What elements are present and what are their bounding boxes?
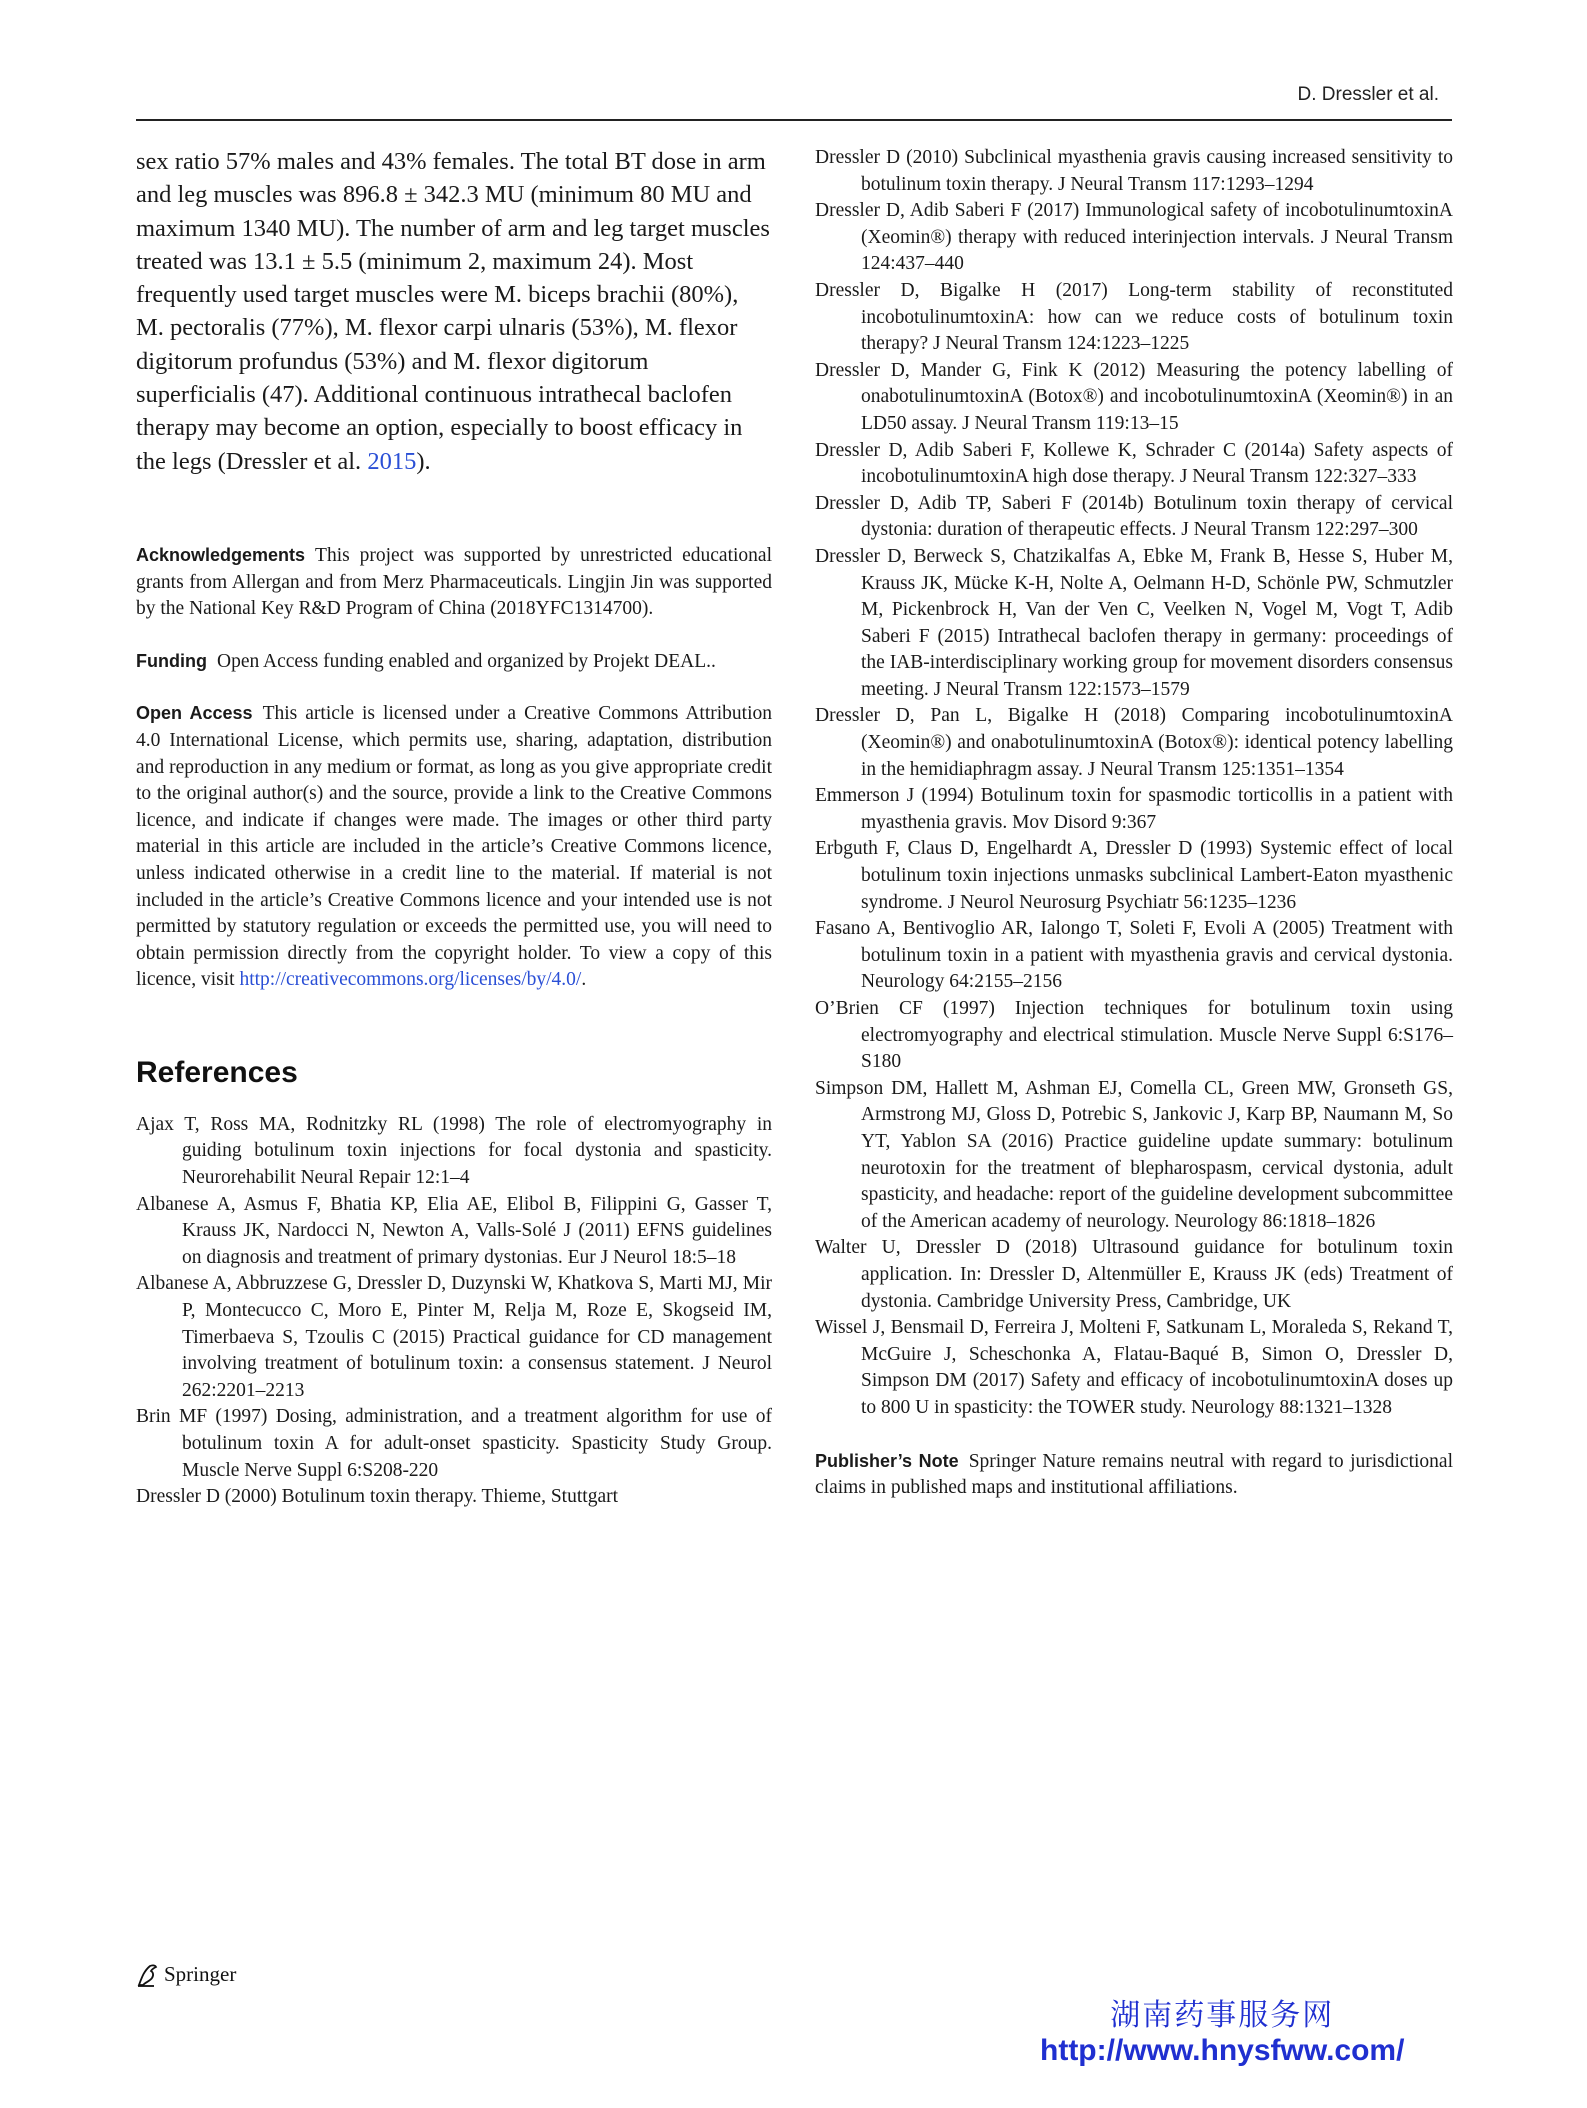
reference-item: Albanese A, Abbruzzese G, Dressler D, Duzynski W, Khatkova S, Marti MJ, Mir P, Montecucco C, Moro E, Pinter M, Relja M, Roze E, Skogseid IM, Timerbaeva S, Tzoulis C (2015) Practical guidance for CD management involving treatment of botulinum toxin: a consensus statement. J Neurol 262:2201–2213	[136, 1273, 772, 1401]
body-paragraph-end: ).	[416, 447, 431, 475]
publishers-note-text: Springer Nature remains neutral with regard to jurisdictional claims in published maps and institutional affiliations.	[815, 1450, 1453, 1499]
publishers-note-section	[815, 1448, 1453, 1502]
open-access-end: .	[581, 969, 587, 991]
reference-item: Dressler D, Mander G, Fink K (2012) Measuring the potency labelling of onabotulinumtoxinA (Botox®) and incobotulinumtoxinA (Xeomin®) in an LD50 assay. J Neural Transm 119:13–15	[815, 359, 1453, 434]
citation-link-2015[interactable]: 2015	[367, 447, 417, 475]
funding-text: Open Access funding enabled and organized by Projekt DEAL..	[216, 650, 716, 672]
springer-horse-icon	[136, 1963, 158, 1987]
open-access-section	[136, 700, 772, 994]
reference-item: O’Brien CF (1997) Injection techniques for botulinum toxin using electromyography and electrical stimulation. Muscle Nerve Suppl 6:S176–S180	[815, 998, 1453, 1073]
reference-item: Dressler D, Berweck S, Chatzikalfas A, Ebke M, Frank B, Hesse S, Huber M, Krauss JK, Mücke K-H, Nolte A, Oelmann H-D, Schönle PW, Schmutzler M, Pickenbrock H, Van der Ven C, Veelken N, Vogel M, Vogt T, Adib Saberi F (2015) Intrathecal baclofen therapy in germany: proceedings of the IAB-interdisciplinary working group for movement disorders consensus meeting. J Neural Transm 122:1573–1579	[815, 545, 1453, 700]
reference-item: Dressler D (2010) Subclinical myasthenia gravis causing increased sensitivity to botulinum toxin therapy. J Neural Transm 117:1293–1294	[815, 147, 1453, 195]
body-paragraph-text: sex ratio 57% males and 43% females. The total BT dose in arm and leg muscles was 896.8 ± 342.3 MU (minimum 80 MU and maximum 1340 MU). The number of arm and leg target muscles treated was 13.1 ± 5.5 (minimum 2, maximum 24). Most frequently used target muscles were M. biceps brachii (80%), M. pectoralis (77%), M. flexor carpi ulnaris (53%), M. flexor digitorum profundus (53%) and M. flexor digitorum superficialis (47). Additional continuous intrathecal baclofen therapy may become an option, especially to boost efficacy in the legs (Dressler et al.	[136, 148, 770, 475]
running-head: D. Dressler et al.	[1297, 84, 1439, 105]
reference-item: Wissel J, Bensmail D, Ferreira J, Molteni F, Satkunam L, Moraleda S, Rekand T, McGuire J, Scheschonka A, Flatau-Baqué B, Simon O, Dressler D, Simpson DM (2017) Safety and efficacy of incobotulinumtoxinA doses up to 800 U in spasticity: the TOWER study. Neurology 88:1321–1328	[815, 1317, 1453, 1418]
springer-wordmark: Springer	[164, 1962, 237, 1986]
body-paragraph	[136, 145, 772, 478]
watermark-url[interactable]: http://www.hnysfww.com/	[1040, 2034, 1405, 2067]
reference-item: Dressler D (2000) Botulinum toxin therapy. Thieme, Stuttgart	[136, 1486, 619, 1508]
header-rule	[136, 119, 1452, 121]
acknowledgements-text: This project was supported by unrestricted educational grants from Allergan and from Merz Pharmaceuticals. Lingjin Jin was supported by the National Key R&D Program of China (2018YFC1314700).	[136, 544, 772, 620]
reference-item: Erbguth F, Claus D, Engelhardt A, Dressler D (1993) Systemic effect of local botulinum toxin injections unmasks subclinical Lambert-Eaton myasthenic syndrome. J Neurol Neurosurg Psychiatr 56:1235–1236	[815, 838, 1453, 913]
reference-item: Fasano A, Bentivoglio AR, Ialongo T, Soleti F, Evoli A (2005) Treatment with botulinum toxin in a patient with myasthenia gravis and cervical dystonia. Neurology 64:2155–2156	[815, 918, 1453, 993]
license-link[interactable]: http://creativecommons.org/licenses/by/4.0/	[239, 969, 582, 991]
reference-item: Walter U, Dressler D (2018) Ultrasound guidance for botulinum toxin application. In: Dressler D, Altenmüller E, Krauss JK (eds) Treatment of dystonia. Cambridge University Press, Cambridge, UK	[815, 1237, 1453, 1312]
watermark	[1040, 1990, 1404, 2068]
references-list-right	[815, 145, 1453, 1422]
acknowledgements-label: Acknowledgements	[136, 544, 306, 565]
reference-item: Dressler D, Adib Saberi F (2017) Immunological safety of incobotulinumtoxinA (Xeomin®) therapy with reduced interinjection intervals. J Neural Transm 124:437–440	[815, 200, 1453, 275]
references-heading: References	[136, 1055, 298, 1089]
reference-item: Ajax T, Ross MA, Rodnitzky RL (1998) The role of electromyography in guiding botulinum toxin injections for focal dystonia and spasticity. Neurorehabilit Neural Repair 12:1–4	[136, 1113, 772, 1189]
open-access-label: Open Access	[136, 703, 253, 724]
reference-item: Dressler D, Bigalke H (2017) Long-term stability of reconstituted incobotulinumtoxinA: how can we reduce costs of botulinum toxin therapy? J Neural Transm 124:1223–1225	[815, 279, 1453, 355]
springer-logo	[136, 1962, 236, 1987]
right-column	[815, 145, 1453, 1502]
open-access-text: This article is licensed under a Creative Commons Attribution 4.0 International License, which permits use, sharing, adaptation, distribution and reproduction in any medium or format, as long as you give appropriate credit to the original author(s) and the source, provide a link to the Creative Commons licence, and indicate if changes were made. The images or other third party material in this article are included in the article’s Creative Commons licence, unless indicated otherwise in a credit line to the material. If material is not included in the article’s Creative Commons licence and your intended use is not permitted by statutory regulation or exceeds the permitted use, you will need to obtain permission directly from the copyright holder. To view a copy of this licence, visit	[136, 703, 773, 991]
reference-item: Simpson DM, Hallett M, Ashman EJ, Comella CL, Green MW, Gronseth GS, Armstrong MJ, Gloss D, Potrebic S, Jankovic J, Karp BP, Naumann M, So YT, Yablon SA (2016) Practice guideline update summary: botulinum neurotoxin for the treatment of blepharospasm, cervical dystonia, adult spasticity, and headache: report of the guideline development subcommittee of the American academy of neurology. Neurology 86:1818–1826	[815, 1077, 1453, 1232]
reference-item: Dressler D, Pan L, Bigalke H (2018) Comparing incobotulinumtoxinA (Xeomin®) and onabotulinumtoxinA (Botox®): identical potency labelling in the hemidiaphragm assay. J Neural Transm 125:1351–1354	[815, 705, 1453, 780]
funding-label: Funding	[136, 650, 207, 671]
watermark-chinese: 湖南药事服务网	[1110, 1999, 1335, 2032]
reference-item: Dressler D, Adib TP, Saberi F (2014b) Botulinum toxin therapy of cervical dystonia: duration of therapeutic effects. J Neural Transm 122:297–300	[815, 492, 1453, 541]
reference-item: Brin MF (1997) Dosing, administration, and a treatment algorithm for use of botulinum toxin A for adult-onset spasticity. Spasticity Study Group. Muscle Nerve Suppl 6:S208-220	[136, 1406, 772, 1481]
reference-item: Albanese A, Asmus F, Bhatia KP, Elia AE, Elibol B, Filippini G, Gasser T, Krauss JK, Nardocci N, Newton A, Valls-Solé J (2011) EFNS guidelines on diagnosis and treatment of primary dystonias. Eur J Neurol 18:5–18	[136, 1193, 772, 1268]
acknowledgements-section	[136, 542, 772, 623]
publishers-note-label: Publisher’s Note	[815, 1450, 959, 1471]
funding-section	[136, 648, 772, 676]
left-column	[136, 145, 772, 1511]
reference-item: Dressler D, Adib Saberi F, Kollewe K, Schrader C (2014a) Safety aspects of incobotulinumtoxinA high dose therapy. J Neural Transm 122:327–333	[815, 439, 1453, 488]
references-list-left	[136, 1112, 772, 1511]
reference-item: Emmerson J (1994) Botulinum toxin for spasmodic torticollis in a patient with myasthenia gravis. Mov Disord 9:367	[815, 785, 1453, 833]
